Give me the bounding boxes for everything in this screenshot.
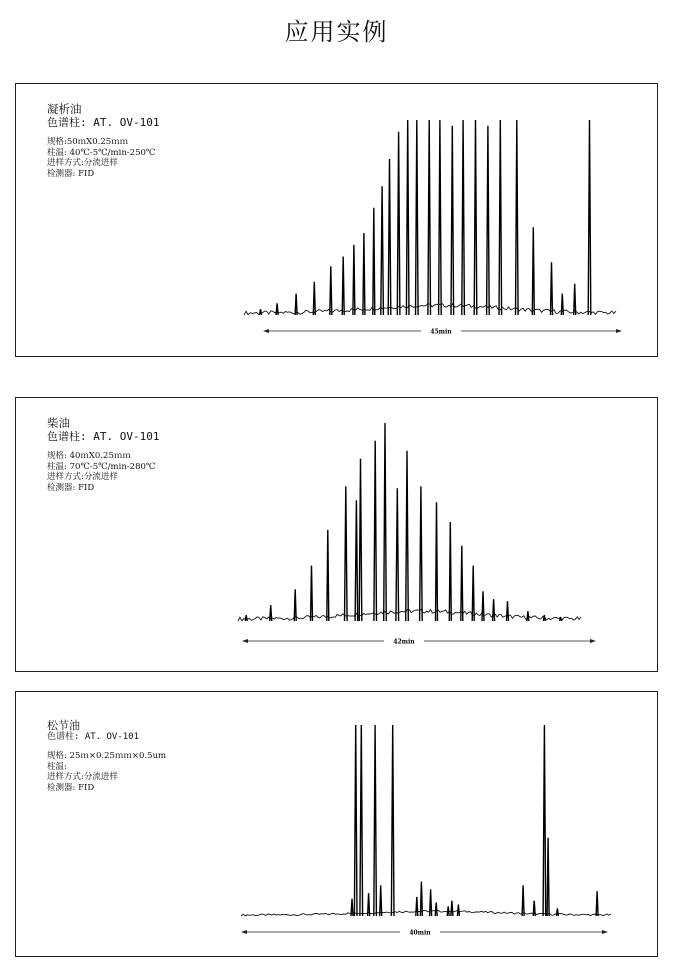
- peak: [533, 901, 535, 916]
- peak: [381, 186, 384, 315]
- spec-detector: 检测器: FID: [47, 482, 95, 493]
- peak: [428, 120, 431, 315]
- peak: [487, 126, 490, 315]
- peak: [472, 566, 474, 621]
- peak: [406, 451, 409, 621]
- peak: [374, 441, 377, 621]
- peak: [588, 120, 591, 315]
- chromatogram-panel-condensate: [15, 83, 658, 357]
- peak: [374, 725, 377, 916]
- spec-dimensions: 规格: 40ｍX0.25ｍｍ: [47, 451, 131, 461]
- peak: [420, 486, 423, 621]
- baseline-trace: [241, 910, 611, 916]
- peak: [397, 132, 400, 315]
- peak: [527, 611, 529, 621]
- peak: [556, 908, 558, 916]
- peak: [516, 120, 519, 315]
- peak: [596, 891, 598, 916]
- sample-name: 凝析油: [47, 102, 82, 116]
- chromatogram-chart: [16, 84, 659, 358]
- page-title: 应用实例: [284, 18, 389, 46]
- peak: [474, 120, 477, 315]
- peak: [461, 546, 463, 621]
- baseline-trace: [238, 609, 581, 621]
- peak: [355, 500, 358, 621]
- spec-injection-mode: 进样方式:分流进样: [47, 472, 118, 482]
- peak: [363, 233, 365, 315]
- peak: [380, 885, 382, 916]
- arrow-right-icon: [602, 930, 608, 934]
- peak: [435, 903, 437, 916]
- peak: [360, 725, 363, 916]
- spec-detector: 检测器: FID: [47, 168, 95, 179]
- peak: [507, 601, 509, 621]
- spec-column-temperature: 柱温:: [47, 761, 67, 772]
- peak: [457, 905, 459, 917]
- peak: [330, 266, 332, 315]
- peak: [522, 885, 524, 916]
- spec-injection-mode: 进样方式:分流进样: [47, 158, 118, 168]
- peak: [359, 459, 362, 621]
- peak: [260, 309, 262, 315]
- peak: [373, 208, 375, 315]
- chromatogram-panel-turpentine: [15, 691, 658, 957]
- peak: [388, 159, 391, 315]
- arrow-left-icon: [263, 329, 269, 333]
- sample-name: 柴油: [47, 416, 70, 430]
- peak: [551, 262, 553, 315]
- column-type: 色谱柱: AT. OV-101: [47, 430, 160, 443]
- time-axis-label: 40min: [409, 929, 431, 937]
- peak: [384, 423, 387, 621]
- peak: [354, 725, 357, 916]
- sample-name: 松节油: [47, 719, 80, 732]
- spec-column-temperature: 柱温: 40℃-5℃/min-250℃: [47, 147, 156, 158]
- peak: [311, 566, 313, 621]
- peak: [543, 725, 546, 916]
- peak: [499, 120, 502, 315]
- arrow-right-icon: [616, 329, 622, 333]
- peak: [532, 227, 534, 315]
- chromatogram-chart: [16, 398, 659, 673]
- peak: [451, 901, 453, 916]
- time-axis-label: 42min: [393, 638, 415, 646]
- peak: [416, 897, 418, 916]
- peak: [447, 906, 449, 916]
- peak: [547, 838, 549, 916]
- spec-dimensions: 规格: 25ｍ×0.25ｍｍ×0.5um: [47, 751, 167, 761]
- peak: [327, 530, 329, 621]
- column-type: 色谱柱: AT. OV-101: [47, 732, 140, 742]
- peak: [462, 120, 465, 315]
- peak: [245, 615, 247, 621]
- peak: [560, 617, 562, 621]
- chromatogram-panel-diesel: [15, 397, 658, 672]
- peak: [396, 488, 399, 621]
- peak: [436, 502, 438, 621]
- peak: [345, 486, 348, 621]
- spec-column-temperature: 柱温: 70℃-5℃/min-280℃: [47, 461, 156, 472]
- peak: [430, 889, 432, 916]
- peak: [482, 591, 484, 621]
- arrow-left-icon: [241, 930, 247, 934]
- peak: [276, 303, 278, 315]
- arrow-right-icon: [590, 639, 596, 643]
- peak: [353, 245, 355, 315]
- arrow-left-icon: [242, 639, 248, 643]
- peak: [391, 725, 394, 916]
- column-type: 色谱柱: AT. OV-101: [47, 116, 160, 129]
- time-axis-label: 45min: [430, 328, 452, 336]
- chromatogram-chart: [16, 692, 659, 958]
- peak: [449, 522, 451, 621]
- peak: [439, 120, 442, 315]
- peak: [295, 294, 297, 315]
- peak: [342, 257, 344, 316]
- peak: [451, 126, 454, 315]
- spec-injection-mode: 进样方式:分流进样: [47, 772, 118, 782]
- peak: [313, 282, 315, 315]
- peak: [416, 120, 419, 315]
- spec-dimensions: 规格:50ｍX0.25ｍｍ: [47, 137, 129, 147]
- peak: [493, 599, 495, 621]
- peak: [543, 615, 545, 621]
- peak: [406, 120, 409, 315]
- peak: [420, 882, 422, 916]
- spec-detector: 检测器: FID: [47, 782, 95, 793]
